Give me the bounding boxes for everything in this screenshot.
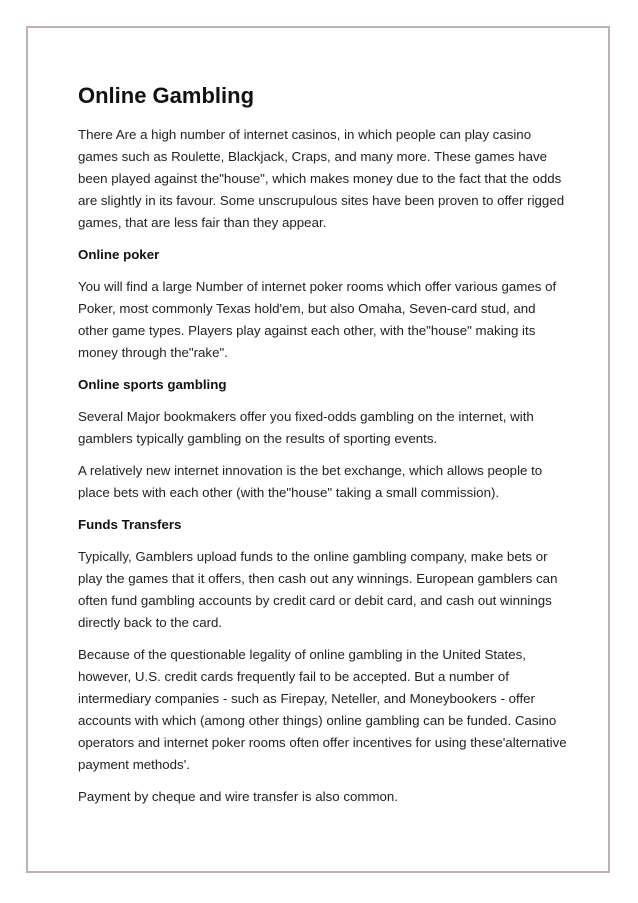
funds-paragraph-1: Typically, Gamblers upload funds to the online gambling company, make bets or play the games that it offers, then cash out any winnings. European gamblers can often fund gambling accounts by credit card or debit card, and cash out winnings directly back to the card. (78, 549, 558, 630)
document-body (78, 82, 568, 818)
sports-paragraph-2: A relatively new internet innovation is the bet exchange, which allows people to place bets with each other (with the"house" taking a small commission). (78, 463, 543, 500)
sports-paragraph-1: Several Major bookmakers offer you fixed-odds gambling on the internet, with gamblers typically gambling on the results of sporting events. (78, 409, 534, 446)
section-heading-online-poker: Online poker (78, 247, 160, 262)
document-title: Online Gambling (78, 83, 255, 108)
section-heading-funds-transfers: Funds Transfers (78, 517, 182, 532)
section-heading-sports-gambling: Online sports gambling (78, 377, 227, 392)
intro-paragraph: There Are a high number of internet casinos, in which people can play casino games such as Roulette, Blackjack, Craps, and many more. These games have been played against the"house", which makes money due to the fact that the odds are slightly in its favour. Some unscrupulous sites have been proven to offer rigged games, that are less fair than they appear. (78, 127, 565, 230)
poker-paragraph: You will find a large Number of internet poker rooms which offer various games of Poker, most commonly Texas hold'em, but also Omaha, Seven-card stud, and other game types. Players play against each other, with the"house" making its money through the"rake". (78, 279, 557, 360)
funds-paragraph-2: Because of the questionable legality of online gambling in the United States, however, U.S. credit cards frequently fail to be accepted. But a number of intermediary companies - such as Firepay, Neteller, and Moneybookers - offer accounts with which (among other things) online gambling can be funded. Casino operators and internet poker rooms often offer incentives for using these'alternative payment methods'. (78, 647, 567, 772)
funds-paragraph-3: Payment by cheque and wire transfer is also common. (78, 789, 399, 804)
